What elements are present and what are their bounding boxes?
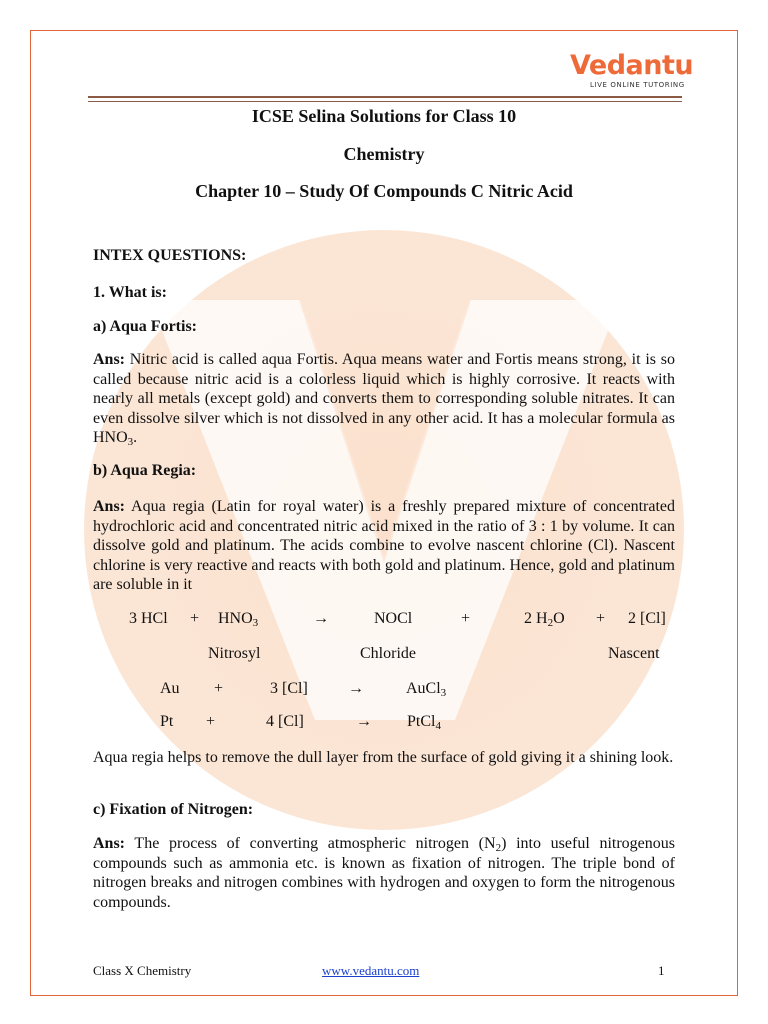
- footer-link-wrap: [322, 963, 419, 979]
- subscript: 2: [495, 842, 502, 854]
- eq-plus: +: [461, 610, 471, 627]
- doc-chapter: Chapter 10 – Study Of Compounds C Nitric Acid: [195, 181, 573, 201]
- eq-term: Pt: [160, 713, 174, 730]
- eq-term: [218, 610, 258, 628]
- subscript: 3: [252, 617, 259, 629]
- equation-3: [0, 713, 768, 735]
- section-heading: INTEX QUESTIONS:: [93, 247, 247, 264]
- eq-term: [406, 680, 446, 698]
- subscript: 3: [440, 687, 447, 699]
- eq-term: 4 [Cl]: [266, 713, 304, 730]
- equation-1-labels: [0, 645, 768, 667]
- part-b-heading: b) Aqua Regia:: [93, 462, 197, 479]
- page-number: 1: [658, 963, 665, 978]
- subscript: 2: [547, 617, 554, 629]
- part-c-answer: [93, 834, 675, 912]
- eq-plus: +: [190, 610, 200, 627]
- eq-arrow: →: [348, 680, 364, 697]
- eq-term-main: PtCl: [407, 713, 436, 730]
- eq-term: NOCl: [374, 610, 413, 627]
- part-c-heading: c) Fixation of Nitrogen:: [93, 801, 254, 818]
- ans-label: Ans:: [93, 351, 126, 368]
- eq-plus: +: [214, 680, 224, 697]
- eq-arrow: →: [313, 610, 329, 627]
- subscript: 4: [435, 720, 441, 732]
- eq-term-end: O: [553, 610, 565, 627]
- answer-end: .: [133, 429, 138, 446]
- eq-label: Chloride: [360, 645, 416, 662]
- eq-plus: +: [206, 713, 216, 730]
- eq-term: Au: [160, 680, 180, 697]
- vedantu-logo: [570, 50, 694, 89]
- ans-label: Ans:: [93, 498, 126, 515]
- ans-label: Ans:: [93, 835, 126, 852]
- eq-arrow: →: [356, 713, 372, 730]
- equation-2: [0, 680, 768, 702]
- doc-subject: Chemistry: [343, 144, 425, 164]
- part-a-answer: [93, 350, 675, 448]
- answer-text: Aqua regia (Latin for royal water) is a freshly prepared mixture of concentrated hydrochloric acid and concentrated nitric acid mixed in the ratio of 3 : 1 by volume. It can dissolve gold and platinum. The acids combine to evolve nascent chlorine (Cl). Nascent chlorine is very reactive and reacts with both gold and platinum. Hence, gold and platinum are soluble in it: [93, 498, 675, 593]
- eq-label: Nitrosyl: [208, 645, 261, 662]
- footer-left: Class X Chemistry: [93, 963, 192, 978]
- eq-term-main: AuCl: [406, 680, 441, 697]
- answer-text-cont: ) into useful nitrogenous compounds such as ammonia etc. is known as fixation of nitrogen. The triple bond of nitrogen breaks and nitrogen combines with hydrogen and oxygen to form the nitrogenous compounds.: [93, 835, 675, 911]
- answer-text: The process of converting atmospheric nitrogen (N: [125, 835, 496, 852]
- part-b-answer: [93, 497, 675, 595]
- eq-plus: +: [596, 610, 606, 627]
- equation-1: [0, 610, 768, 632]
- logo-wordmark: Vedantu: [570, 50, 694, 81]
- eq-label: Nascent: [608, 645, 660, 662]
- eq-term-main: HNO: [218, 610, 253, 627]
- part-a-heading: a) Aqua Fortis:: [93, 318, 197, 335]
- doc-title: ICSE Selina Solutions for Class 10: [251, 106, 517, 126]
- eq-term: 2 [Cl]: [628, 610, 666, 627]
- footer-link[interactable]: www.vedantu.com: [322, 963, 420, 978]
- header-rule-thick: [88, 96, 682, 98]
- question-heading: 1. What is:: [93, 284, 167, 301]
- eq-term-main: 2 H: [524, 610, 548, 627]
- eq-term: 3 [Cl]: [270, 680, 308, 697]
- logo-tagline: LIVE ONLINE TUTORING: [590, 81, 685, 89]
- eq-term: [524, 610, 565, 628]
- answer-text: Nitric acid is called aqua Fortis. Aqua means water and Fortis means strong, it is so called because nitric acid is a colorless liquid which is highly corrosive. It reacts with nearly all metals (except gold) and converts them to corresponding soluble nitrates. It can even dissolve silver which is not dissolved in any other acid. It has a molecular formula as HNO: [93, 351, 675, 446]
- header-rule-thin: [88, 101, 682, 102]
- subscript: 3: [127, 436, 134, 448]
- part-b-after: Aqua regia helps to remove the dull layer from the surface of gold giving it a shining look.: [93, 749, 674, 766]
- eq-term: [407, 713, 441, 731]
- eq-term: 3 HCl: [129, 610, 168, 627]
